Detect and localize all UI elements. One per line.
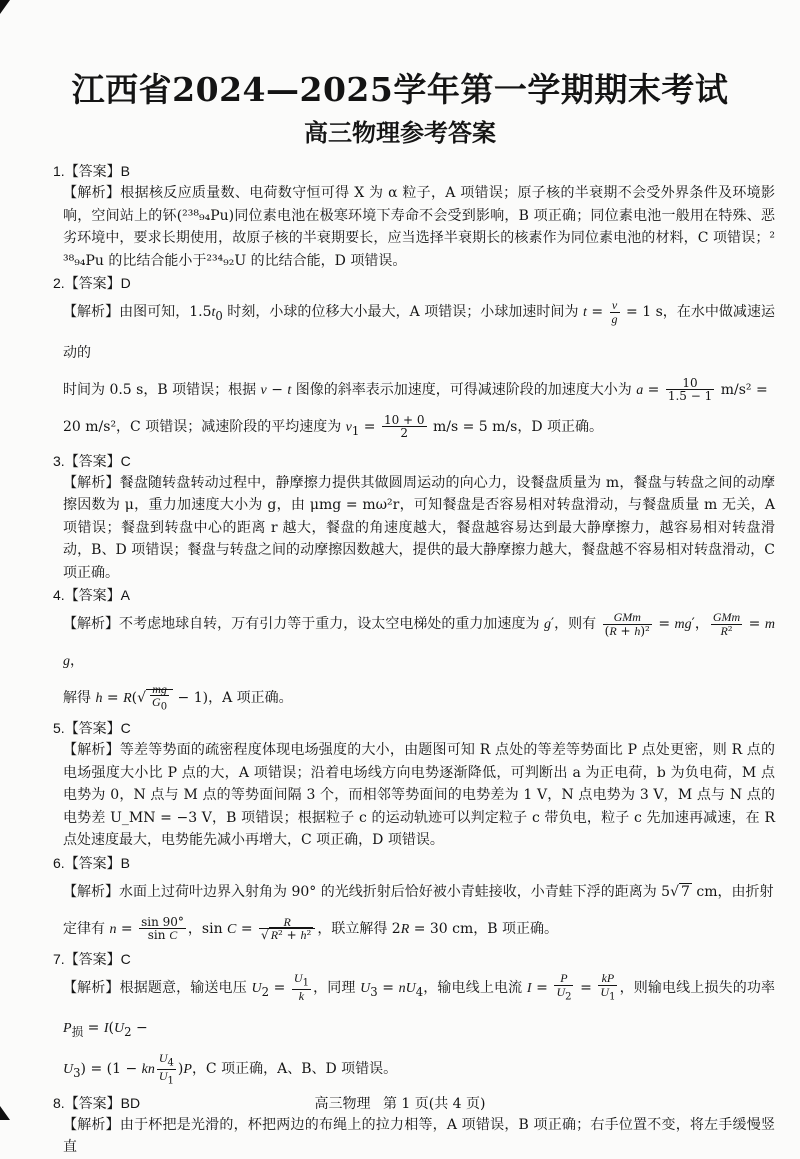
- question-answer: 【答案】B: [64, 163, 131, 179]
- question-number: 4.: [53, 587, 65, 604]
- explanation-text: 【解析】由图可知，$1.5t_0$ 时刻，小球的位移大小最大，A 项错误；小球加速时间为 t = $\frac{v}{g}$ = 1 s，在水中做减速运动的 时间为 0.5 s，B 项错误；根据 v − t 图像的斜率表示加速度，可得减速阶段的加速度大小为 a = $\frac{10}{1.5 - 1}$ m/s² = 20 m/s²，C 项错误；减速阶段的平均速度为 $v_1$ = $\frac{10 + 0}{2}$ m/s = 5 m/s，D 项正确。: [63, 297, 775, 441]
- question-header: [53, 717, 765, 739]
- question-answer: 【答案】C: [64, 452, 131, 469]
- explanation-text: 【解析】由于杯把是光滑的，杯把两边的布绳上的拉力相等，A 项错误，B 项正确；右手位置不变，将左手缓慢竖直: [63, 1116, 775, 1156]
- explanation-text: 【解析】不考虑地球自转，万有引力等于重力，设太空电梯处的重力加速度为 g′，则有 $\frac{\text{GMm}}{\text{(R + h)²}}$ = mg′， $\frac{\text{GMm}}{\text{R²}}$ = mg， 解得 h = R(√ $\frac{mg}{G_0}$ − 1)，A 项正确。: [63, 610, 775, 713]
- explanation-text: 【解析】等差等势面的疏密程度体现电场强度的大小，由题图可知 R 点处的等差等势面比 P 点处更密，则 R 点的电场强度大小比 P 点的大，A 项错误；沿着电场线方向电势逐渐降低，可判断出 a 为正电荷，b 为负电荷，M 点电势为 0，N 点与 M 点的等势面间隔 3 个，而相邻等势面间的电势差为 1 V，N 点电势为 3 V，M 点与 N 点的电势差 U_MN = −3 V，B 项错误；根据粒子 c 的运动轨迹可以判定粒子 c 带负电，粒子 c 先加速再减速，在 R 点处速度最大，电势能先减小再增大，C 项正确，D 项错误。: [63, 742, 775, 849]
- page-footer: [0, 1093, 800, 1113]
- question-number: 3.: [53, 452, 65, 469]
- question-header: [53, 450, 765, 472]
- question-header: [53, 948, 765, 970]
- question-number: 8.: [53, 1094, 65, 1111]
- question-number: 2.: [53, 275, 65, 291]
- question-number: 5.: [53, 720, 65, 737]
- question-answer: 【答案】C: [64, 720, 131, 737]
- page-subtitle: 高三物理参考答案: [304, 119, 496, 147]
- scan-corner-mark: [0, 0, 10, 14]
- answer-list: [53, 160, 776, 1159]
- question-header: [53, 584, 765, 606]
- explanation-text: 【解析】根据核反应质量数、电荷数守恒可得 X 为 α 粒子，A 项错误；原子核的半衰期不会受外界条件及环境影响，空间站上的钚(²³⁸₉₄Pu)同位素电池在极寒环境下寿命不会受到影响，B 项正确；同位素电池一般用在特殊、恶劣环境中，要求长期使用，故原子核的半衰期要长，应当选择半衰期长的核素作为同位素电池的材料，C 项错误；²³⁸₉₄Pu 的比结合能小于²³⁴₉₂U 的比结合能，D 项错误。: [63, 185, 775, 269]
- page-title: 江西省2024—2025学年第一学期期末考试: [71, 70, 729, 109]
- footer-page-number: 第 1 页(共 4 页): [382, 1096, 486, 1112]
- question-answer: 【答案】B: [64, 854, 131, 871]
- question-answer: 【答案】BD: [64, 1094, 141, 1111]
- question-header: [53, 160, 765, 182]
- question-answer: 【答案】D: [64, 275, 131, 291]
- explanation-text: 【解析】水面上过荷叶边界入射角为 90° 的光线折射后恰好被小青蛙接收，小青蛙下浮的距离为 5√ 7 cm，由折射 定律有 n = $\frac{\sin 90^\circ}{\text{sin C}}$ ，sin C = $\frac{R}{\text{√ R² + h²}}$ ，联立解得 2R = 30 cm，B 项正确。: [63, 883, 774, 943]
- question-number: 7.: [53, 950, 65, 967]
- question-number: 1.: [53, 163, 65, 179]
- question-header: [53, 272, 765, 294]
- question-header: [53, 852, 765, 874]
- explanation-text: 【解析】餐盘随转盘转动过程中，静摩擦力提供其做圆周运动的向心力，设餐盘质量为 m，餐盘与转盘之间的动摩擦因数为 μ，重力加速度大小为 g，由 μmg = mω²r，可知餐盘是否容易相对转盘滑动，与餐盘质量 m 无关，A 项错误；餐盘到转盘中心的距离 r 越大，餐盘的角速度越大，餐盘越容易达到最大静摩擦力，越容易相对转盘滑动，B、D 项错误；餐盘与转盘之间的动摩擦因数越大，提供的最大静摩擦力越大，餐盘越不容易相对转盘滑动，C 项正确。: [63, 474, 775, 581]
- footer-subject: 高三物理: [314, 1096, 371, 1112]
- question-answer: 【答案】A: [64, 587, 131, 604]
- explanation-text: 【解析】根据题意，输送电压 $U_2$ = $\frac{U_1}{k}$ ，同理 $U_3 = nU_4$，输电线上电流 I = $\frac{P}{U_2}$ = $\frac{kP}{U_1}$ ，则输电线上损失的功率 $P_损 = I(U_2$ − $U_3) = (1$ − kn $\frac{U_4}{U_1}$ )P，C 项正确，A、B、D 项错误。: [63, 971, 776, 1087]
- question-answer: 【答案】C: [64, 950, 131, 967]
- question-number: 6.: [53, 854, 65, 871]
